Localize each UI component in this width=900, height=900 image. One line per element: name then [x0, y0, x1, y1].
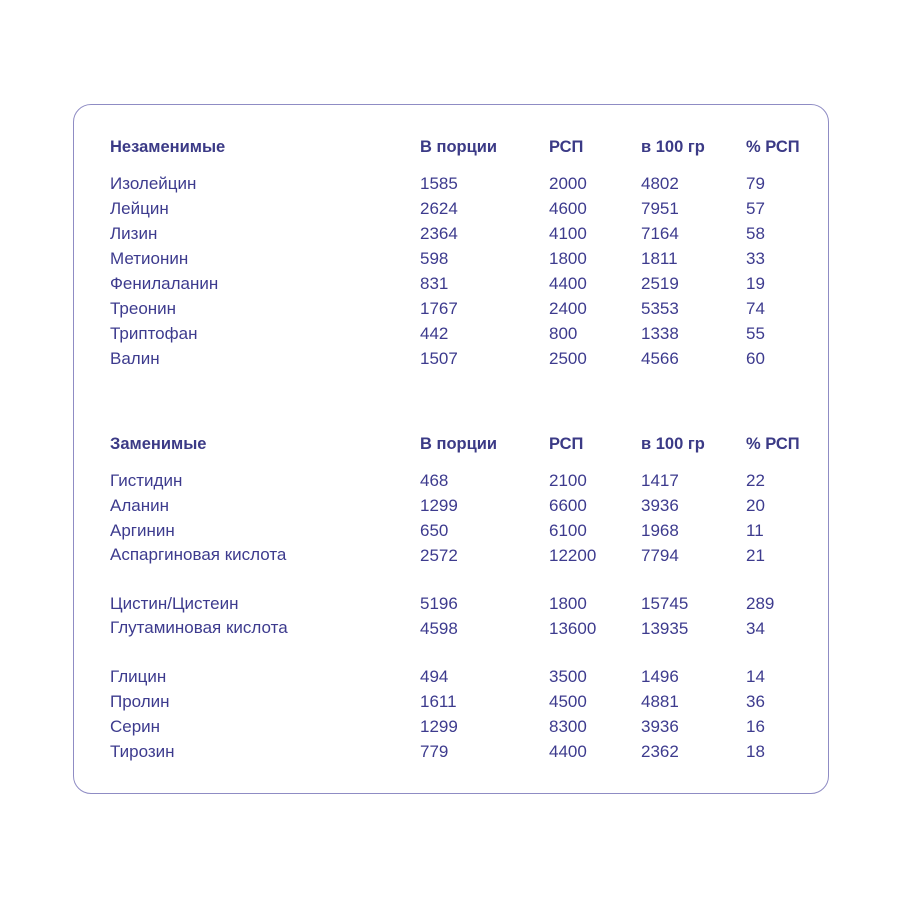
portion-value: 4598 [420, 619, 458, 638]
pct-value: 58 [746, 224, 765, 243]
per100-value: 3936 [641, 717, 679, 736]
amino-name: Тирозин [110, 742, 175, 761]
pct-value: 16 [746, 717, 765, 736]
rdi-value: 2400 [549, 299, 587, 318]
table-row [110, 692, 810, 717]
rdi-value: 4100 [549, 224, 587, 243]
table-row [110, 299, 810, 324]
per100-value: 1968 [641, 521, 679, 540]
portion-value: 5196 [420, 594, 458, 613]
pct-value: 34 [746, 619, 765, 638]
rdi-value: 12200 [549, 546, 597, 565]
rdi-value: 8300 [549, 717, 587, 736]
portion-value: 2572 [420, 546, 458, 565]
amino-name: Фенилаланин [110, 274, 219, 293]
pct-value: 20 [746, 496, 765, 515]
rdi-value: 3500 [549, 667, 587, 686]
pct-value: 14 [746, 667, 765, 686]
pct-value: 74 [746, 299, 765, 318]
amino-name: Серин [110, 717, 161, 736]
pct-value: 55 [746, 324, 765, 343]
portion-value: 1611 [420, 692, 457, 711]
nonessential-header-rdi: РСП [549, 435, 584, 453]
amino-name: Триптофан [110, 324, 198, 343]
table-row [110, 224, 810, 249]
amino-name: Изолейцин [110, 174, 197, 193]
portion-value: 468 [420, 471, 449, 490]
table-row [110, 496, 810, 521]
portion-value: 1507 [420, 349, 458, 368]
table-row [110, 174, 810, 199]
rdi-value: 1800 [549, 594, 587, 613]
per100-value: 13935 [641, 619, 689, 638]
rdi-value: 800 [549, 324, 578, 343]
amino-name: Лизин [110, 224, 158, 243]
portion-value: 442 [420, 324, 449, 343]
rdi-value: 1800 [549, 249, 587, 268]
amino-name: Цистин/Цистеин [110, 594, 239, 613]
pct-value: 289 [746, 594, 775, 613]
rdi-value: 6600 [549, 496, 587, 515]
nonessential-section [110, 435, 810, 767]
table-row [110, 619, 810, 667]
essential-header-row [110, 138, 810, 174]
table-row [110, 667, 810, 692]
per100-value: 4566 [641, 349, 679, 368]
amino-name: Глицин [110, 667, 167, 686]
per100-value: 5353 [641, 299, 679, 318]
portion-value: 2364 [420, 224, 458, 243]
per100-value: 1338 [641, 324, 679, 343]
rdi-value: 4400 [549, 274, 587, 293]
table-row [110, 742, 810, 767]
essential-header-pct: % РСП [746, 138, 800, 156]
nonessential-header-pct: % РСП [746, 435, 800, 453]
portion-value: 650 [420, 521, 449, 540]
essential-header-name: Незаменимые [110, 138, 226, 156]
per100-value: 2519 [641, 274, 679, 293]
amino-name: Пролин [110, 692, 170, 711]
rdi-value: 4500 [549, 692, 587, 711]
table-row [110, 521, 810, 546]
nonessential-header-per100: в 100 гр [641, 435, 705, 453]
amino-name: Гистидин [110, 471, 183, 490]
amino-name: Аргинин [110, 521, 175, 540]
per100-value: 7951 [641, 199, 679, 218]
portion-value: 1299 [420, 717, 458, 736]
pct-value: 79 [746, 174, 765, 193]
rdi-value: 4400 [549, 742, 587, 761]
table-row [110, 249, 810, 274]
portion-value: 598 [420, 249, 449, 268]
rdi-value: 6100 [549, 521, 587, 540]
per100-value: 1811 [641, 249, 678, 268]
per100-value: 2362 [641, 742, 679, 761]
amino-acid-table-card [73, 104, 829, 794]
nonessential-header-name: Заменимые [110, 435, 207, 453]
amino-name: Аспаргиновая кислота [110, 545, 287, 564]
table-row [110, 471, 810, 496]
pct-value: 22 [746, 471, 765, 490]
per100-value: 7164 [641, 224, 679, 243]
table-row [110, 546, 810, 594]
essential-header-portion: В порции [420, 138, 498, 156]
portion-value: 2624 [420, 199, 458, 218]
portion-value: 1585 [420, 174, 458, 193]
nonessential-header-portion: В порции [420, 435, 498, 453]
per100-value: 1496 [641, 667, 679, 686]
amino-name: Треонин [110, 299, 177, 318]
essential-header-rdi: РСП [549, 138, 584, 156]
rdi-value: 13600 [549, 619, 597, 638]
table-row [110, 349, 810, 374]
amino-name: Лейцин [110, 199, 169, 218]
table-row [110, 324, 810, 349]
portion-value: 831 [420, 274, 449, 293]
amino-name: Валин [110, 349, 160, 368]
rdi-value: 4600 [549, 199, 587, 218]
pct-value: 60 [746, 349, 765, 368]
pct-value: 36 [746, 692, 765, 711]
pct-value: 11 [746, 521, 764, 540]
per100-value: 4802 [641, 174, 679, 193]
table-row [110, 199, 810, 224]
rdi-value: 2100 [549, 471, 587, 490]
pct-value: 19 [746, 274, 765, 293]
amino-name: Метионин [110, 249, 189, 268]
portion-value: 494 [420, 667, 449, 686]
per100-value: 15745 [641, 594, 689, 613]
per100-value: 4881 [641, 692, 679, 711]
portion-value: 779 [420, 742, 449, 761]
pct-value: 21 [746, 546, 765, 565]
rdi-value: 2500 [549, 349, 587, 368]
amino-name: Глутаминовая кислота [110, 618, 288, 637]
per100-value: 1417 [641, 471, 679, 490]
pct-value: 33 [746, 249, 765, 268]
pct-value: 57 [746, 199, 765, 218]
essential-header-per100: в 100 гр [641, 138, 705, 156]
table-row [110, 717, 810, 742]
table-row [110, 594, 810, 619]
per100-value: 3936 [641, 496, 679, 515]
portion-value: 1767 [420, 299, 458, 318]
portion-value: 1299 [420, 496, 458, 515]
essential-section [110, 138, 810, 374]
rdi-value: 2000 [549, 174, 587, 193]
amino-name: Аланин [110, 496, 169, 515]
table-row [110, 274, 810, 299]
per100-value: 7794 [641, 546, 679, 565]
nonessential-header-row [110, 435, 810, 471]
pct-value: 18 [746, 742, 765, 761]
